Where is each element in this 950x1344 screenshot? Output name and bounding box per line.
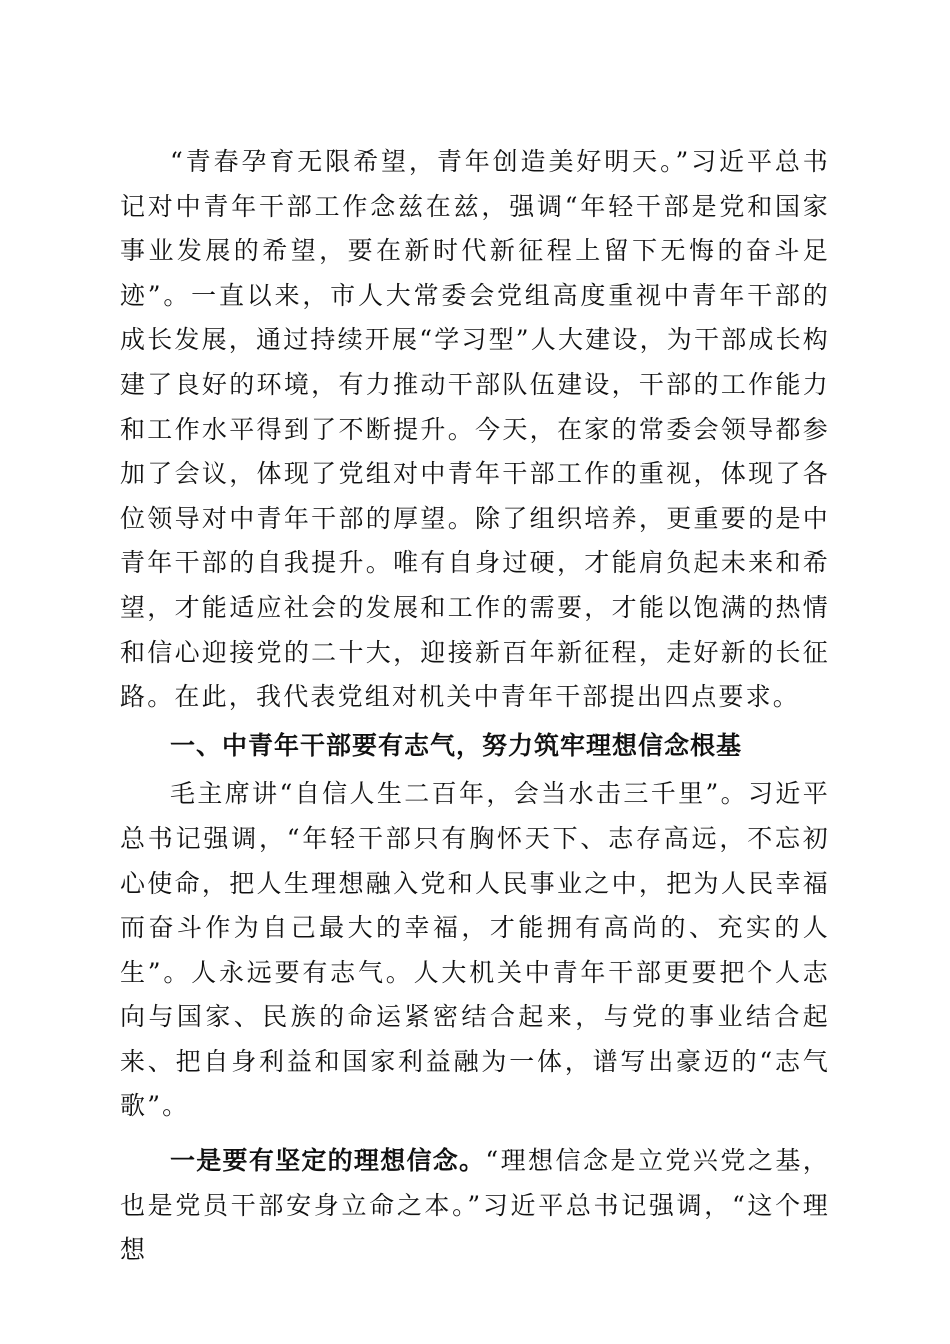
section-heading-1: 一、中青年干部要有志气，努力筑牢理想信念根基 [170, 730, 743, 760]
document-body [120, 140, 830, 1273]
point-1-lead: 一是要有坚定的理想信念。 [170, 1146, 486, 1176]
point-1-body: “理想信念是立党兴党之基，也是党员干部安身立命之本。”习近平总书记强调，“这个理想 [120, 1146, 830, 1265]
section-1-paragraph: 毛主席讲“自信人生二百年，会当水击三千里”。习近平总书记强调，“年轻干部只有胸怀天下、志存高远，不忘初心使命，把人生理想融入党和人民事业之中，把为人民幸福而奋斗作为自己最大的幸福，才能拥有高尚的、充实的人生”。人永远要有志气。人大机关中青年干部更要把个人志向与国家、民族的命运紧密结合起来，与党的事业结合起来、把自身利益和国家利益融为一体，谱写出豪迈的“志气歌”。 [120, 779, 830, 1121]
point-1-paragraph [120, 1139, 830, 1273]
intro-paragraph: “青春孕育无限希望，青年创造美好明天。”习近平总书记对中青年干部工作念兹在兹，强调“年轻干部是党和国家事业发展的希望，要在新时代新征程上留下无悔的奋斗足迹”。一直以来，市人大常委会党组高度重视中青年干部的成长发展，通过持续开展“学习型”人大建设，为干部成长构建了良好的环境，有力推动干部队伍建设，干部的工作能力和工作水平得到了不断提升。今天，在家的常委会领导都参加了会议，体现了党组对中青年干部工作的重视，体现了各位领导对中青年干部的厚望。除了组织培养，更重要的是中青年干部的自我提升。唯有自身过硬，才能肩负起未来和希望，才能适应社会的发展和工作的需要，才能以饱满的热情和信心迎接党的二十大，迎接新百年新征程，走好新的长征路。在此，我代表党组对机关中青年干部提出四点要求。 [120, 147, 830, 712]
